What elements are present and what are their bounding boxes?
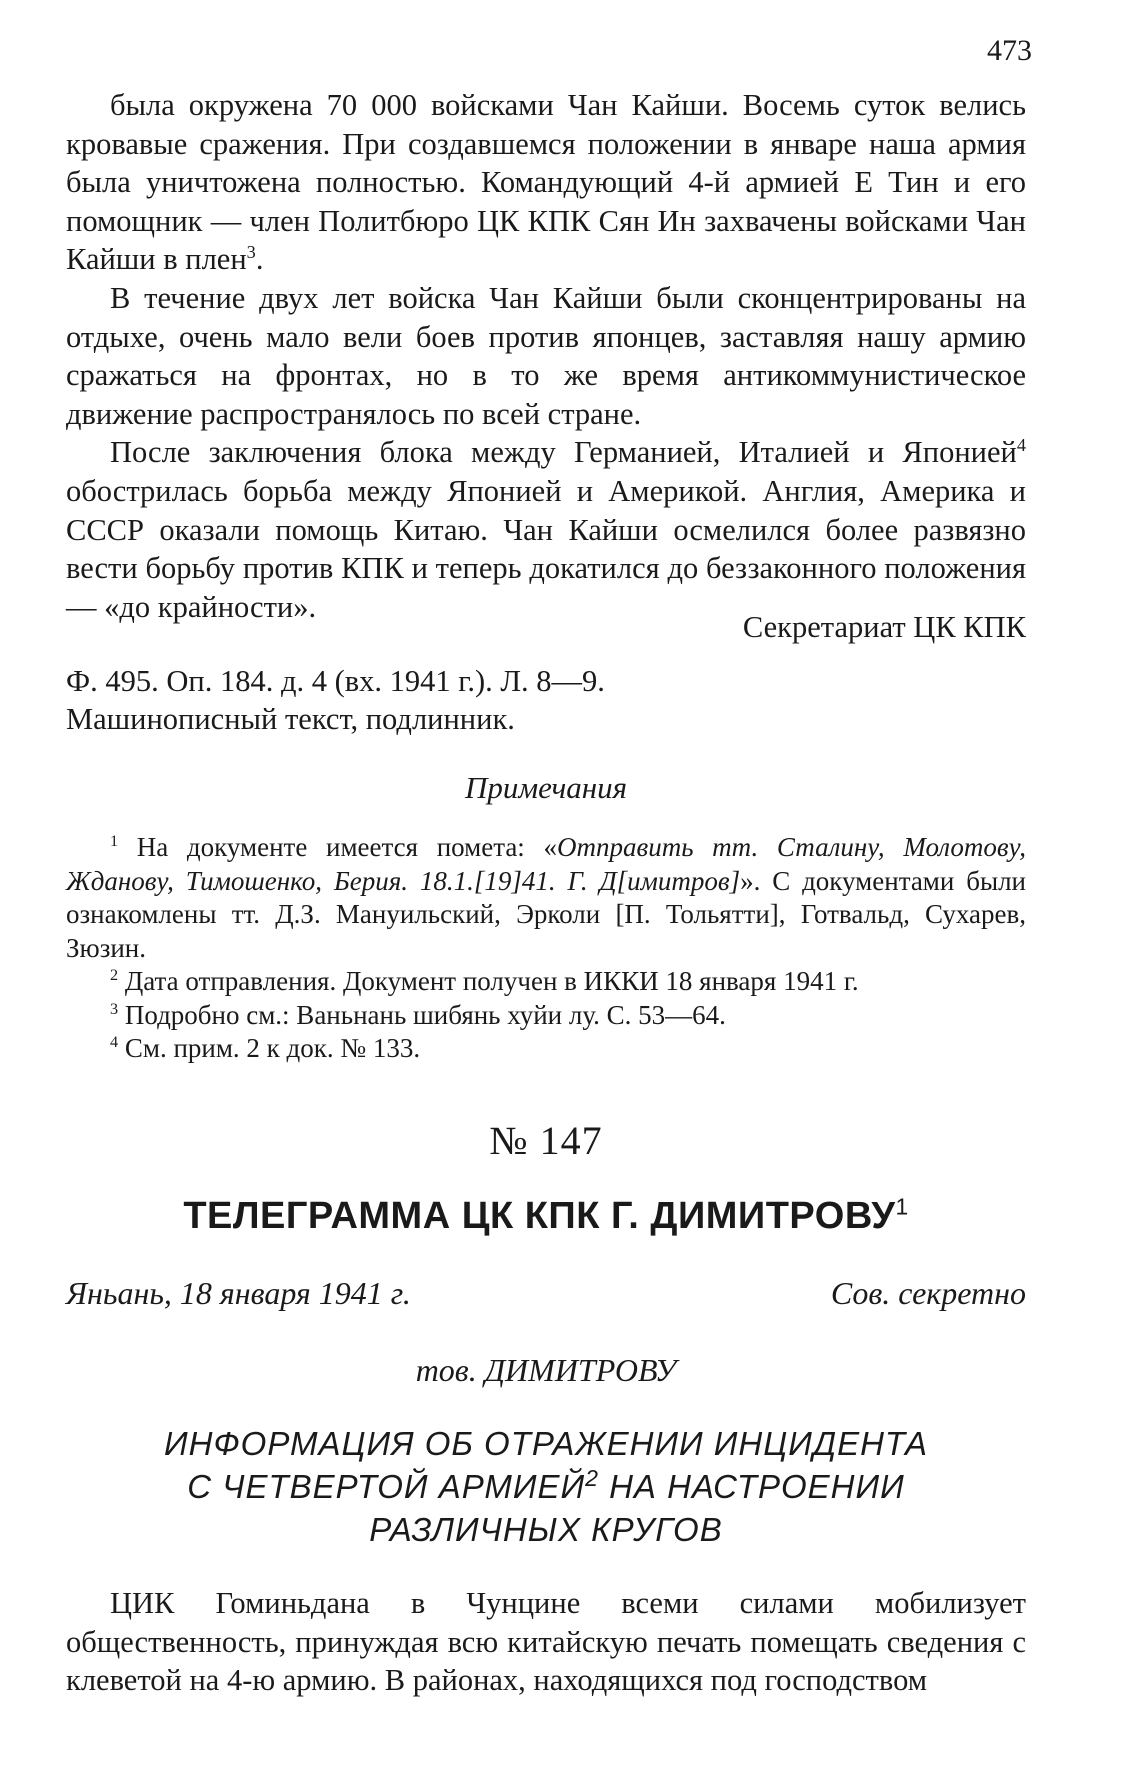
note-3: $^3$ Подробно см.: Ваньнань шибянь хуйи лу. С. 53—64. xyxy=(110,999,726,1030)
title-footnote-ref: 1 xyxy=(895,1193,909,1220)
place-date: Яньань, 18 января 1941 г. xyxy=(66,1275,411,1311)
document-title: ТЕЛЕГРАММА ЦК КПК Г. ДИМИТРОВУ$^1$ xyxy=(183,1193,909,1237)
body-text xyxy=(66,86,1026,626)
paragraph-2: В течение двух лет войска Чан Кайши были сконцентрированы на отдыхе, очень мало вели боев против японцев, заставляя нашу армию сражаться на фронтах, но в то же время антикоммунистическое движение распространялось по всей стране. xyxy=(66,280,1026,431)
note-1: $^1$ На документе имеется помета: «Отправить тт. Сталину, Молотову, Жданову, Тимошенко, Берия. 18.1.[19]41. Г. Д[имитров]». С документами были ознакомлены тт. Д.З. Мануильский, Эрколи [П. Тольятти], Готвальд, Сухарев, Зюзин. xyxy=(66,832,1027,963)
note-2: $^2$ Дата отправления. Документ получен в ИККИ 18 января 1941 г. xyxy=(110,966,859,996)
page-number: 473 xyxy=(987,34,1032,67)
addressee: тов. ДИМИТРОВУ xyxy=(415,1352,677,1388)
archive-reference xyxy=(66,662,1026,738)
notes-heading: Примечания xyxy=(464,770,628,805)
footnote-ref-4: 4 xyxy=(1016,435,1026,456)
classification: Сов. секретно xyxy=(830,1275,1026,1311)
information-title: ИНФОРМАЦИЯ ОБ ОТРАЖЕНИИ ИНЦИДЕНТА С ЧЕТВЕРТОЙ АРМИЕЙ$^2$ НА НАСТРОЕНИИ РАЗЛИЧНЫХ КРУГОВ xyxy=(164,1425,928,1548)
paragraph-1: была окружена 70 000 войсками Чан Кайши. Восемь суток велись кровавые сражения. При создавшемся положении в январе наша армия была уничтожена полностью. Командующий 4-й армией Е Тин и его помощник — член Политбюро ЦК КПК Сян Ин захвачены войсками Чан Кайши в плен$^3$. xyxy=(66,88,1026,277)
archive-line-2: Машинописный текст, подлинник. xyxy=(66,702,515,736)
archive-line-1: Ф. 495. Оп. 184. д. 4 (вх. 1941 г.). Л. 8—9. xyxy=(66,664,605,698)
document-number: № 147 xyxy=(489,1118,603,1163)
telegram-body: ЦИК Гоминьдана в Чунцине всеми силами мобилизует общественность, принуждая всю китайскую печать помещать сведения с клеветой на 4-ю армию. В районах, находящихся под господством xyxy=(66,1586,1026,1698)
notes-list xyxy=(66,831,1026,1066)
place-date-line xyxy=(66,1275,1026,1312)
signature: Секретариат ЦК КПК xyxy=(742,610,1026,644)
footnote-ref-3: 3 xyxy=(246,242,256,263)
note-4: $^4$ См. прим. 2 к док. № 133. xyxy=(110,1033,421,1063)
paragraph-3: После заключения блока между Германией, Италией и Японией$^4$ обострилась борьба между Японией и Америкой. Англия, Америка и СССР оказали помощь Китаю. Чан Кайши осмелился более развязно вести борьбу против КПК и теперь докатился до беззаконного положения — «до крайности». xyxy=(66,435,1026,624)
